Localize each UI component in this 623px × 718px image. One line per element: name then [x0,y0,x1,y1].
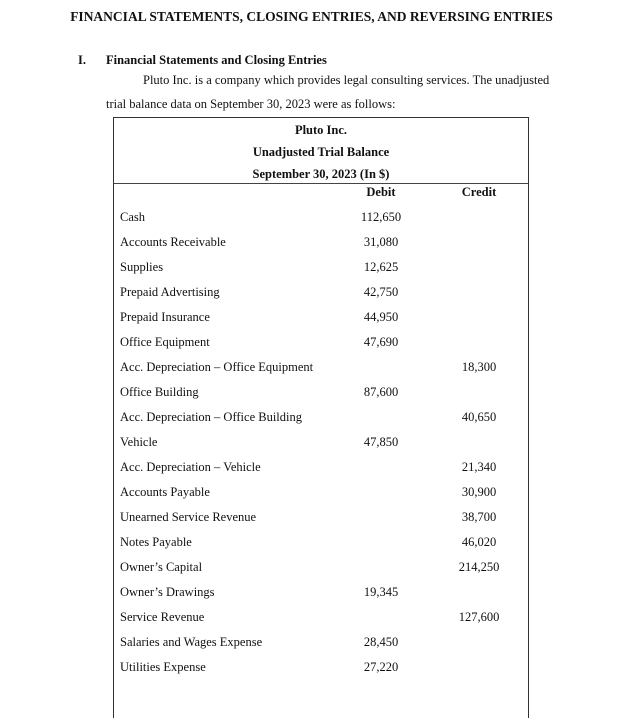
account-name: Acc. Depreciation – Vehicle [120,460,261,474]
debit-amount: 47,850 [363,435,399,449]
credit-amount: 21,340 [461,460,497,474]
credit-amount: 46,020 [461,535,497,549]
report-name: Unadjusted Trial Balance [252,145,390,159]
account-name: Owner’s Capital [120,560,203,574]
table-header [114,118,528,184]
credit-amount: 40,650 [461,410,497,424]
account-name: Office Equipment [120,335,210,349]
table-row [114,610,528,630]
table-row [114,560,528,580]
debit-amount: 47,690 [363,335,399,349]
account-name: Supplies [120,260,164,274]
table-row [114,635,528,655]
debit-amount: 87,600 [363,385,399,399]
table-row [114,460,528,480]
credit-amount: 127,600 [458,610,500,624]
account-name: Service Revenue [120,610,205,624]
table-row [114,210,528,230]
trial-balance-table [113,117,529,718]
debit-amount: 27,220 [363,660,399,674]
table-row [114,285,528,305]
account-name: Unearned Service Revenue [120,510,257,524]
table-row [114,585,528,605]
credit-amount: 18,300 [461,360,497,374]
account-name: Acc. Depreciation – Office Equipment [120,360,314,374]
report-date: September 30, 2023 (In $) [252,167,390,181]
paragraph-line-1: Pluto Inc. is a company which provides legal consulting services. The unadjusted [143,73,550,87]
table-row [114,485,528,505]
account-name: Prepaid Advertising [120,285,220,299]
table-row [114,260,528,280]
account-name: Notes Payable [120,535,192,549]
section-heading: Financial Statements and Closing Entries [106,53,327,67]
debit-amount: 19,345 [363,585,399,599]
debit-amount: 112,650 [360,210,402,224]
account-name: Owner’s Drawings [120,585,215,599]
debit-amount: 28,450 [363,635,399,649]
table-row [114,535,528,555]
document-title: FINANCIAL STATEMENTS, CLOSING ENTRIES, AND REVERSING ENTRIES [70,9,553,24]
account-name: Utilities Expense [120,660,206,674]
account-name: Salaries and Wages Expense [120,635,263,649]
debit-amount: 44,950 [363,310,399,324]
table-row [114,310,528,330]
account-name: Prepaid Insurance [120,310,210,324]
table-row [114,385,528,405]
credit-column-header: Credit [461,185,497,199]
debit-column-header: Debit [366,185,396,199]
account-name: Vehicle [120,435,158,449]
table-row [114,435,528,455]
credit-amount: 214,250 [458,560,500,574]
paragraph-line-2: trial balance data on September 30, 2023 were as follows: [106,97,396,111]
debit-amount: 12,625 [363,260,399,274]
table-row [114,360,528,380]
company-name: Pluto Inc. [294,123,348,137]
table-row [114,335,528,355]
section-number: I. [78,53,86,67]
credit-amount: 38,700 [461,510,497,524]
account-name: Office Building [120,385,199,399]
debit-amount: 31,080 [363,235,399,249]
account-name: Cash [120,210,145,224]
table-row [114,510,528,530]
table-row [114,410,528,430]
credit-amount: 30,900 [461,485,497,499]
account-name: Acc. Depreciation – Office Building [120,410,303,424]
debit-amount: 42,750 [363,285,399,299]
account-name: Accounts Receivable [120,235,226,249]
table-row [114,660,528,680]
table-row [114,235,528,255]
account-name: Accounts Payable [120,485,210,499]
